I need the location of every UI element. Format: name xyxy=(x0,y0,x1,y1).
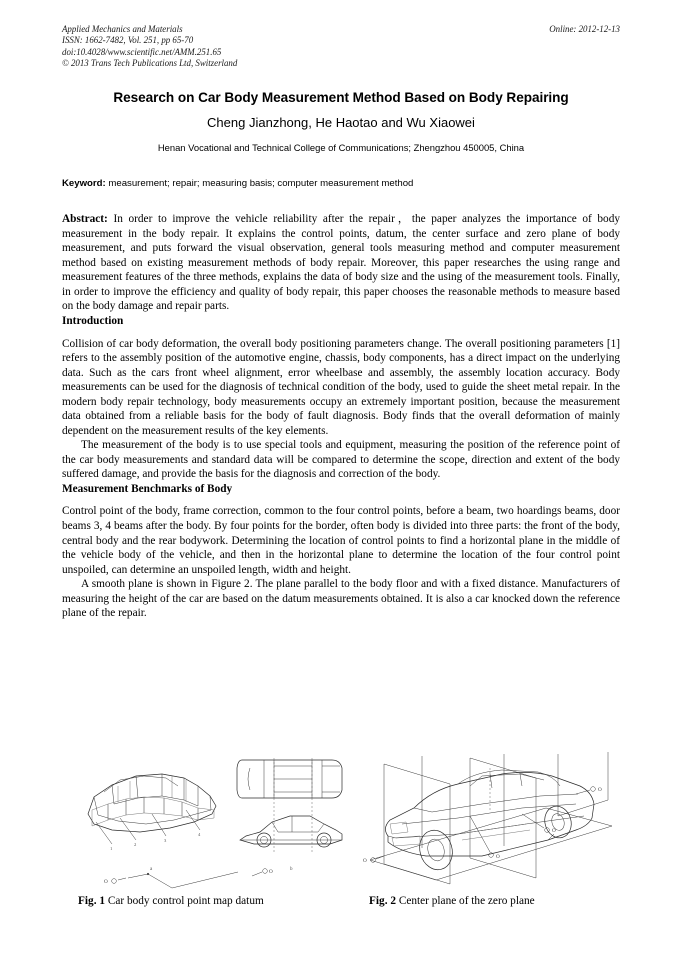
benchmarks-paragraph-2: A smooth plane is shown in Figure 2. The plane parallel to the body floor and with a fixed distance. Manufacturers of measuring the height of the car are based on the datum measurements obtained. It is also a car knocked down the reference plane of the repair. xyxy=(62,578,620,620)
fig1-leader-label-3: 3 xyxy=(164,838,167,843)
fig2-car-body xyxy=(385,770,594,874)
journal-doi: doi:10.4028/www.scientific.net/AMM.251.65 xyxy=(62,46,222,57)
affiliation: Henan Vocational and Technical College of Communications; Zhengzhou 450005, China xyxy=(157,142,525,154)
fig1-leader-label-1: 1 xyxy=(110,846,113,851)
journal-name: Applied Mechanics and Materials xyxy=(62,24,183,34)
benchmarks-paragraph-1: Control point of the body, frame correction, common to the four control points, before a beam, two hoardings beams, door beams 3, 4 beams after the body. By four points for the border, often body is divided into three parts: the front of the body, central body and the rear bodywork. Determining the location of control points to find a horizontal plane in the middle of the vehicle body of the vehicle, and then in the horizontal plane to determine the location of the four control point unspoiled, can determine an unspoiled length, width and height. xyxy=(62,505,620,576)
figure-1-image xyxy=(74,752,352,890)
fig2-ground-plane xyxy=(370,808,612,880)
fig1-side-view xyxy=(240,816,342,847)
fig2-origin-mark-2: O xyxy=(552,828,556,834)
figure-1-drawing xyxy=(74,752,352,890)
fig2-origin-mark-3: O xyxy=(496,854,500,860)
fig2-reference-planes xyxy=(384,752,608,884)
figure-2-label: Fig. 2 xyxy=(369,895,396,907)
fig1-leader-label-4: 4 xyxy=(198,832,201,837)
fig1-sublabel-a: a xyxy=(150,867,153,872)
author-list: Cheng Jianzhong, He Haotao and Wu Xiaowei xyxy=(207,115,475,131)
paper-content xyxy=(62,24,620,621)
page-title: Research on Car Body Measurement Method Based on Body Repairing xyxy=(113,90,569,106)
fig1-origin-mark-2: O xyxy=(269,869,273,875)
figure-1-caption xyxy=(78,894,264,909)
fig1-sublabel-b: b xyxy=(290,867,293,872)
introduction-paragraph-2: The measurement of the body is to use special tools and equipment, measuring the position of the reference point of the car body measurements and standard data will be compared to determine the scope, direction and extent of the body suffered damage, and provide the basis for the diagnosis and correction of the body. xyxy=(62,439,620,481)
journal-issn: ISSN: 1662-7482, Vol. 251, pp 65-70 xyxy=(62,35,194,46)
journal-header xyxy=(62,24,620,69)
figure-1-label: Fig. 1 xyxy=(78,895,105,907)
fig2-origin-mark-1: O xyxy=(598,787,602,793)
journal-copyright: © 2013 Trans Tech Publications Ltd, Switzerland xyxy=(62,57,238,68)
section-heading-introduction: Introduction xyxy=(62,315,124,328)
figure-row xyxy=(62,752,620,890)
section-heading-measurement-benchmarks: Measurement Benchmarks of Body xyxy=(62,482,233,495)
fig2-origin-markers xyxy=(363,787,602,864)
figure-2-caption-text: Center plane of the zero plane xyxy=(398,895,535,907)
fig2-origin-mark-4: O xyxy=(363,858,367,864)
keyword-value: measurement; repair; measuring basis; computer measurement method xyxy=(108,178,414,190)
fig1-datum-polyline xyxy=(104,869,273,888)
fig1-leader-label-2: 2 xyxy=(134,842,137,847)
online-date: Online: 2012-12-13 xyxy=(549,24,620,34)
keyword-label: Keyword: xyxy=(62,178,106,190)
keyword-line xyxy=(62,177,620,190)
introduction-paragraph-1: Collision of car body deformation, the overall body positioning parameters change. The overall positioning parameters [1] refers to the assembly position of the automotive engine, chassis, body components, has a direct impact on the underlying data. Such as the cars front wheel alignment, error wheelbase and assembly, the assembly location accuracy. Body measurements can be used for the diagnosis of technical condition of the body, used to guide the sheet metal repair. In the modern body repair technology, body measurements occupy an extremely important position, because the measurement data obtained from a reliable basis for the body of fault diagnosis. Body finds that the overall deformation of mainly dependent on the measurement results of the key elements. xyxy=(62,337,620,437)
fig1-top-view xyxy=(237,760,342,798)
figure-2-drawing xyxy=(362,752,620,890)
fig1-origin-mark-1: O xyxy=(104,879,108,885)
figure-2-image xyxy=(362,752,620,890)
figure-2-caption xyxy=(369,894,535,909)
figure-1-caption-text: Car body control point map datum xyxy=(107,895,264,907)
abstract-text: In order to improve the vehicle reliability after the repair，the paper analyzes the importance of body measurement in the body repair. It explains the control points, datum, the center surface and zero plane of body measurement, and puts forward the visual observation, general tools measuring method and computer measurement method based on existing measurement methods of body repair. Moreover, this paper researches the using range and measurement features of the three methods, explains the data of body size and the using of the measurement tools. Finally, in order to improve the efficiency and quality of body repair, this paper chooses the reasonable methods to measure based on the body damage and repair parts. xyxy=(62,213,621,313)
fig1-body-shell-3d xyxy=(88,774,216,851)
abstract-block xyxy=(62,212,620,314)
abstract-label: Abstract: xyxy=(62,213,108,226)
figure-area xyxy=(62,752,620,932)
